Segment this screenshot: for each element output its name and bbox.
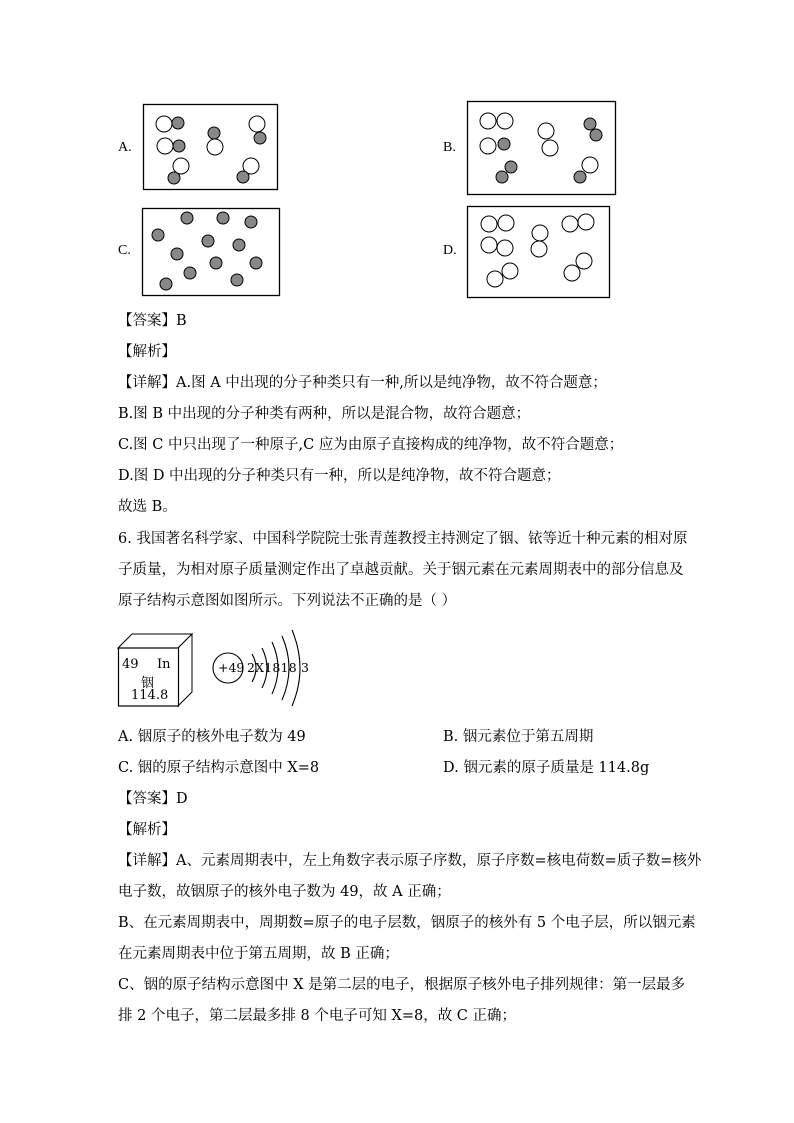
q5-detail-line: B.图 B 中出现的分子种类有两种，所以是混合物，故符合题意； bbox=[118, 406, 531, 422]
q6-option-c: C. 铟的原子结构示意图中 X=8 bbox=[118, 760, 320, 776]
option-a-label: A. bbox=[118, 140, 132, 155]
atom-nucleus-charge: +49 bbox=[218, 660, 245, 675]
diagram-b bbox=[467, 101, 616, 195]
element-name: 铟 bbox=[141, 676, 155, 691]
option-b-label: B. bbox=[443, 140, 456, 155]
element-mass: 114.8 bbox=[131, 688, 169, 703]
q6-stem-line: 6. 我国著名科学家、中国科学院院士张青莲教授主持测定了铟、铱等近十种元素的相对原 bbox=[118, 531, 688, 547]
element-symbol: In bbox=[157, 657, 171, 672]
q6-stem-line: 子质量，为相对原子质量测定作出了卓越贡献。关于铟元素在元素周期表中的部分信息及 bbox=[118, 562, 684, 578]
q5-detail-line: 【详解】A.图 A 中出现的分子种类只有一种,所以是纯净物，故不符合题意； bbox=[118, 375, 607, 391]
q6-analysis-heading: 【解析】 bbox=[118, 822, 176, 838]
q6-option-b: B. 铟元素位于第五周期 bbox=[443, 729, 594, 745]
diagram-a bbox=[143, 104, 278, 190]
q6-option-a: A. 铟原子的核外电子数为 49 bbox=[118, 729, 306, 745]
q5-detail-line: D.图 D 中出现的分子种类只有一种，所以是纯净物，故不符合题意； bbox=[118, 468, 561, 484]
q6-detail-line: B、在元素周期表中，周期数=原子的电子层数，铟原子的核外有 5 个电子层，所以铟元素 bbox=[118, 915, 696, 931]
q5-detail-line: 故选 B。 bbox=[118, 499, 177, 515]
q6-detail-line: C、铟的原子结构示意图中 X 是第二层的电子，根据原子核外电子排列规律：第一层最多 bbox=[118, 977, 686, 993]
q6-stem-line: 原子结构示意图如图所示。下列说法不正确的是（ ） bbox=[118, 593, 457, 609]
q6-detail-line: 【详解】A、元素周期表中，左上角数字表示原子序数，原子序数=核电荷数=质子数=核外 bbox=[118, 853, 702, 869]
element-atomic-number: 49 bbox=[122, 657, 139, 672]
q5-answer: 【答案】B bbox=[118, 313, 187, 329]
diagram-c bbox=[142, 208, 280, 296]
diagram-d bbox=[467, 206, 610, 298]
q6-detail-line: 排 2 个电子，第二层最多排 8 个电子可知 X=8，故 C 正确； bbox=[118, 1008, 517, 1024]
q5-detail-line: C.图 C 中只出现了一种原子,C 应为由原子直接构成的纯净物，故不符合题意； bbox=[118, 437, 624, 453]
atom-shell-electrons: 2X1818 3 bbox=[247, 660, 310, 675]
option-d-label: D. bbox=[443, 243, 457, 258]
q5-analysis-heading: 【解析】 bbox=[118, 344, 176, 360]
option-c-label: C. bbox=[118, 243, 131, 258]
q6-answer: 【答案】D bbox=[118, 791, 188, 807]
q6-detail-line: 电子数，故铟原子的核外电子数为 49，故 A 正确； bbox=[118, 884, 451, 900]
q6-option-d: D. 铟元素的原子质量是 114.8g bbox=[443, 760, 650, 776]
q6-detail-line: 在元素周期表中位于第五周期，故 B 正确； bbox=[118, 946, 399, 962]
